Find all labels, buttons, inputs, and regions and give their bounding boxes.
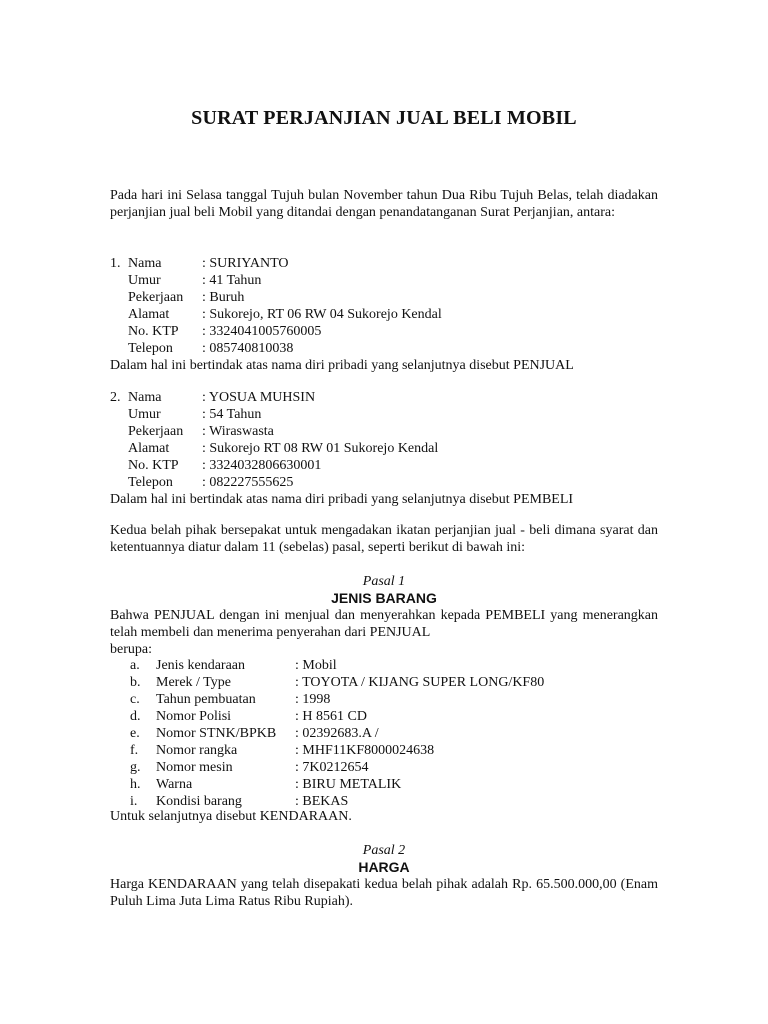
- field-label: No. KTP: [128, 458, 179, 473]
- party-1-section: [110, 255, 658, 374]
- item-label: Nomor STNK/BPKB: [156, 726, 277, 741]
- party-2-role: Dalam hal ini bertindak atas nama diri pribadi yang selanjutnya disebut PEMBELI: [110, 492, 574, 507]
- item-value: : BIRU METALIK: [295, 777, 402, 792]
- item-value: : MHF11KF8000024638: [295, 743, 435, 758]
- item-label: Kondisi barang: [156, 794, 242, 809]
- field-value: : YOSUA MUHSIN: [202, 390, 316, 405]
- item-value: : 1998: [295, 692, 331, 707]
- agreement-paragraph: Kedua belah pihak bersepakat untuk mengadakan ikatan perjanjian jual - beli dimana syarat dan ketentuannya diatur dalam 11 (sebelas) pasal, seperti berikut di bawah ini:: [110, 523, 658, 555]
- list-item: [110, 725, 658, 742]
- party-2-row: [110, 423, 658, 440]
- field-label: Alamat: [128, 307, 170, 322]
- field-value: : 085740810038: [202, 341, 294, 356]
- pasal-1-intro-2: berupa:: [110, 642, 152, 657]
- field-label: Pekerjaan: [128, 290, 184, 305]
- pasal-2-label: Pasal 2: [362, 843, 406, 858]
- pasal-1-closing: Untuk selanjutnya disebut KENDARAAN.: [110, 809, 352, 824]
- party-2-row: [110, 389, 658, 406]
- field-value: : SURIYANTO: [202, 256, 289, 271]
- party-1-row: [110, 306, 658, 323]
- list-item: [110, 776, 658, 793]
- item-letter: b.: [130, 675, 141, 690]
- field-value: : Sukorejo RT 08 RW 01 Sukorejo Kendal: [202, 441, 439, 456]
- item-value: : 02392683.A /: [295, 726, 379, 741]
- party-1-row: [110, 289, 658, 306]
- item-letter: d.: [130, 709, 141, 724]
- field-label: Nama: [128, 390, 162, 405]
- party-1-row: [110, 323, 658, 340]
- field-value: : 082227555625: [202, 475, 294, 490]
- item-letter: f.: [130, 743, 139, 758]
- party-1-row: [110, 255, 658, 272]
- field-label: Umur: [128, 273, 161, 288]
- item-value: : 7K0212654: [295, 760, 369, 775]
- field-label: No. KTP: [128, 324, 179, 339]
- item-label: Warna: [156, 777, 193, 792]
- party-2-row: [110, 457, 658, 474]
- party-number: 1.: [110, 256, 121, 271]
- item-value: : Mobil: [295, 658, 337, 673]
- pasal-1-heading: JENIS BARANG: [331, 590, 437, 606]
- field-label: Nama: [128, 256, 162, 271]
- item-letter: i.: [130, 794, 138, 809]
- list-item: [110, 708, 658, 725]
- field-value: : Wiraswasta: [202, 424, 274, 439]
- pasal-2-heading: HARGA: [358, 859, 410, 875]
- pasal-1-label: Pasal 1: [362, 574, 406, 589]
- item-value: : TOYOTA / KIJANG SUPER LONG/KF80: [295, 675, 545, 690]
- item-label: Tahun pembuatan: [156, 692, 256, 707]
- field-value: : Sukorejo, RT 06 RW 04 Sukorejo Kendal: [202, 307, 442, 322]
- field-label: Pekerjaan: [128, 424, 184, 439]
- field-value: : 54 Tahun: [202, 407, 262, 422]
- party-number: 2.: [110, 390, 121, 405]
- field-label: Telepon: [128, 341, 173, 356]
- item-value: : H 8561 CD: [295, 709, 367, 724]
- field-value: : 3324041005760005: [202, 324, 322, 339]
- list-item: [110, 691, 658, 708]
- party-2-section: [110, 389, 658, 508]
- item-label: Merek / Type: [156, 675, 231, 690]
- item-letter: g.: [130, 760, 141, 775]
- item-letter: h.: [130, 777, 141, 792]
- field-value: : Buruh: [202, 290, 245, 305]
- opening-paragraph: Pada hari ini Selasa tanggal Tujuh bulan November tahun Dua Ribu Tujuh Belas, telah diadakan perjanjian jual beli Mobil yang ditandai dengan penandatanganan Surat Perjanjian, antara:: [110, 188, 658, 220]
- item-value: : BEKAS: [295, 794, 349, 809]
- party-2-row: [110, 474, 658, 491]
- item-label: Jenis kendaraan: [156, 658, 246, 673]
- vehicle-details-list: [110, 657, 658, 810]
- party-1-role: Dalam hal ini bertindak atas nama diri pribadi yang selanjutnya disebut PENJUAL: [110, 358, 574, 373]
- list-item: [110, 657, 658, 674]
- field-label: Telepon: [128, 475, 173, 490]
- party-1-row: [110, 340, 658, 357]
- party-1-row: [110, 272, 658, 289]
- item-label: Nomor rangka: [156, 743, 238, 758]
- party-2-row: [110, 406, 658, 423]
- field-value: : 3324032806630001: [202, 458, 322, 473]
- list-item: [110, 742, 658, 759]
- item-letter: c.: [130, 692, 140, 707]
- item-label: Nomor mesin: [156, 760, 233, 775]
- list-item: [110, 674, 658, 691]
- item-letter: a.: [130, 658, 140, 673]
- pasal-2-text: Harga KENDARAAN yang telah disepakati kedua belah pihak adalah Rp. 65.500.000,00 (Enam Puluh Lima Juta Lima Ratus Ribu Rupiah).: [110, 877, 658, 909]
- pasal-1-intro: Bahwa PENJUAL dengan ini menjual dan menyerahkan kepada PEMBELI yang menerangkan telah membeli dan menerima penyerahan dari PENJUAL: [110, 608, 658, 640]
- document-title: SURAT PERJANJIAN JUAL BELI MOBIL: [191, 107, 577, 129]
- field-label: Alamat: [128, 441, 170, 456]
- item-label: Nomor Polisi: [156, 709, 232, 724]
- field-value: : 41 Tahun: [202, 273, 262, 288]
- field-label: Umur: [128, 407, 161, 422]
- party-2-row: [110, 440, 658, 457]
- list-item: [110, 759, 658, 776]
- item-letter: e.: [130, 726, 140, 741]
